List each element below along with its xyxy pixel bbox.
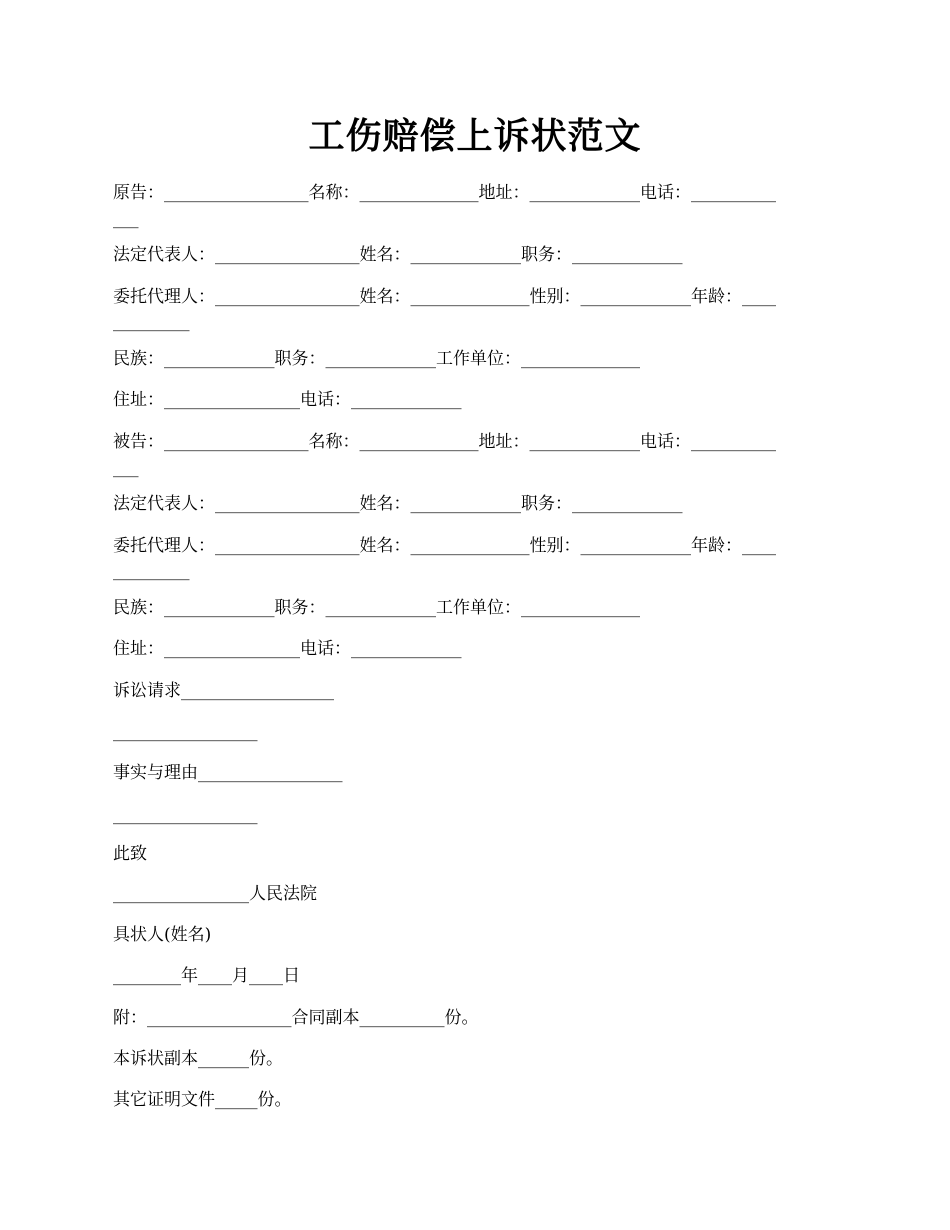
signer-line: 具状人(姓名) bbox=[113, 925, 212, 945]
facts-line: 事实与理由_________________ bbox=[113, 763, 343, 783]
defendant-line-continued: ___ bbox=[113, 458, 139, 478]
defendant-agent-line: 委托代理人：_________________姓名：______________性别：_____________年龄：____ bbox=[113, 536, 776, 556]
salutation-line: 此致 bbox=[113, 844, 147, 864]
facts-blank-line: _________________ bbox=[113, 805, 258, 825]
date-line: ________年____月____日 bbox=[113, 966, 300, 986]
plaintiff-line-continued: ___ bbox=[113, 209, 139, 229]
defendant-line: 被告：_________________名称：______________地址：_____________电话：__________ bbox=[113, 432, 776, 452]
plaintiff-line: 原告：_________________名称：______________地址：_____________电话：__________ bbox=[113, 183, 776, 203]
court-line: ________________人民法院 bbox=[113, 884, 317, 904]
defendant-legal-representative-line: 法定代表人：_________________姓名：_____________职务：_____________ bbox=[113, 494, 683, 514]
defendant-ethnicity-line: 民族：_____________职务：_____________工作单位：______________ bbox=[113, 598, 640, 618]
plaintiff-legal-representative-line: 法定代表人：_________________姓名：_____________职务：_____________ bbox=[113, 245, 683, 265]
claims-blank-line: _________________ bbox=[113, 722, 258, 742]
plaintiff-agent-line: 委托代理人：_________________姓名：______________性别：_____________年龄：____ bbox=[113, 287, 776, 307]
defendant-address-line: 住址：________________电话：_____________ bbox=[113, 639, 462, 659]
attachment-copy-line: 本诉状副本______份。 bbox=[113, 1049, 283, 1069]
document-title: 工伤赔偿上诉状范文 bbox=[308, 115, 642, 157]
plaintiff-address-line: 住址：________________电话：_____________ bbox=[113, 390, 462, 410]
attachment-contract-line: 附：_________________合同副本__________份。 bbox=[113, 1008, 479, 1028]
plaintiff-agent-line-continued: _________ bbox=[113, 312, 190, 332]
attachment-evidence-line: 其它证明文件_____份。 bbox=[113, 1090, 292, 1110]
defendant-agent-line-continued: _________ bbox=[113, 561, 190, 581]
plaintiff-ethnicity-line: 民族：_____________职务：_____________工作单位：______________ bbox=[113, 349, 640, 369]
claims-line: 诉讼请求__________________ bbox=[113, 681, 334, 701]
